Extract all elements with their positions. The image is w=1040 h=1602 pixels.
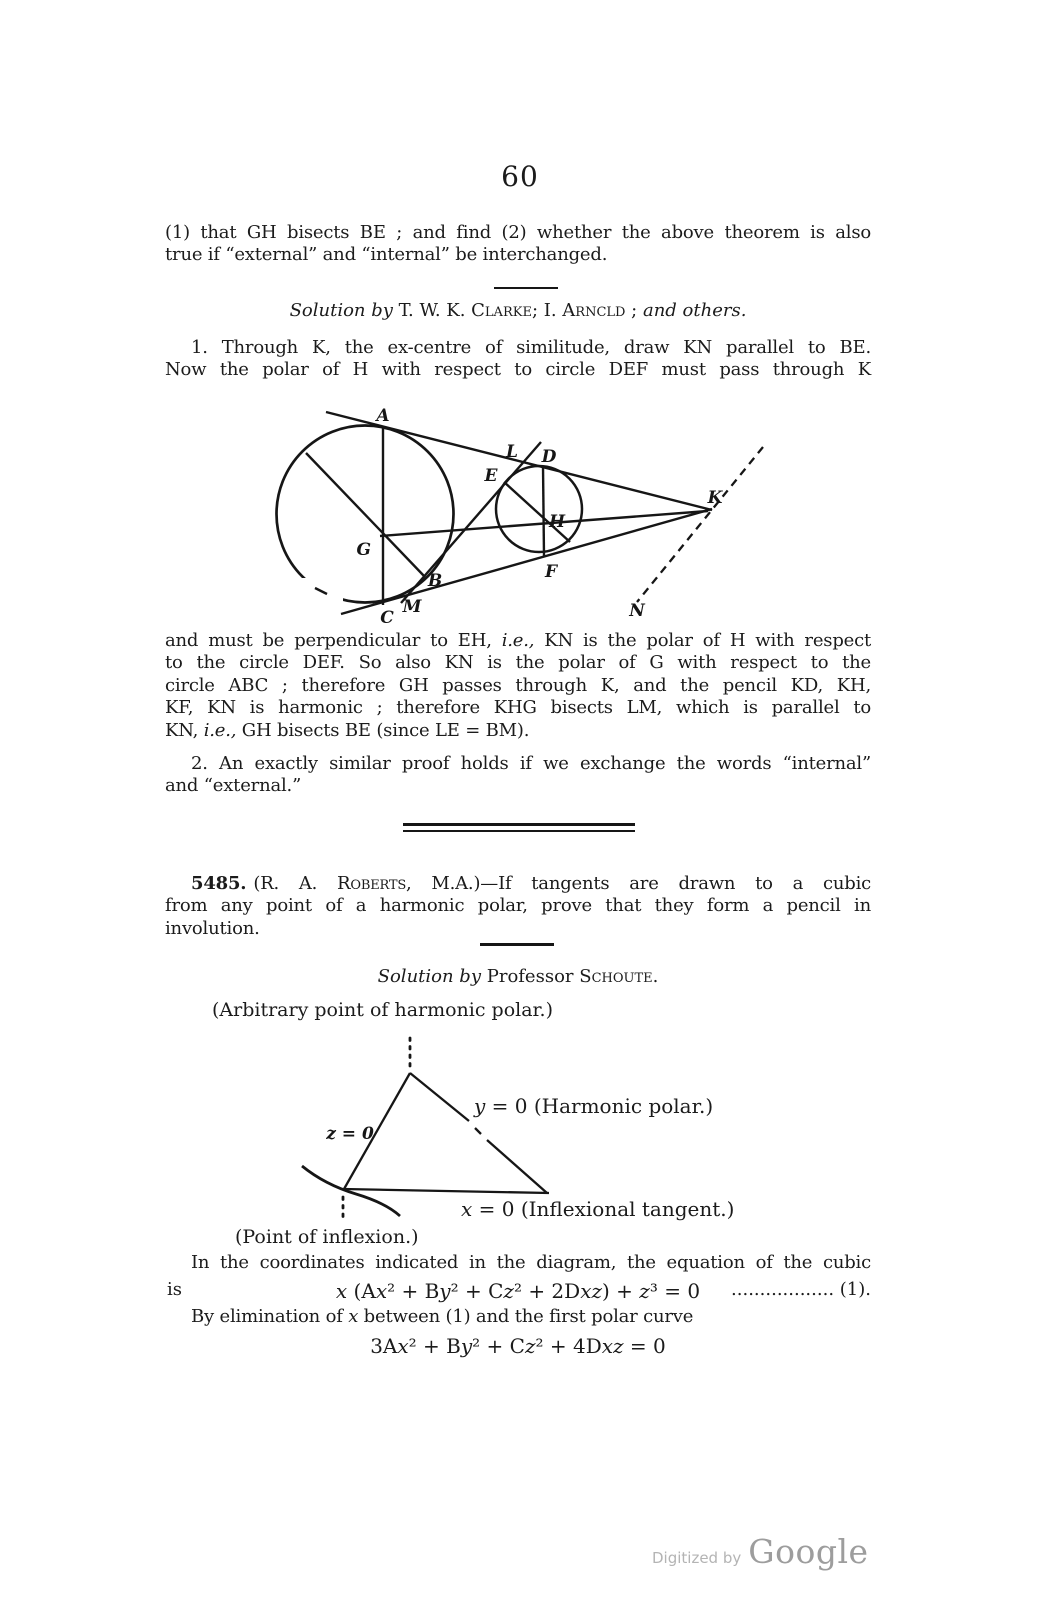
polar-paragraph <box>165 630 871 742</box>
point-label-D: D <box>541 447 557 467</box>
point-label-H: H <box>548 512 566 532</box>
proposer-open: (R. A. <box>253 873 338 894</box>
eq2-y: y <box>460 1334 473 1358</box>
polar-line-1 <box>165 630 871 652</box>
exchange-paragraph <box>165 753 871 798</box>
eq1-equals: ³ = 0 <box>649 1279 701 1303</box>
divider-rule-2 <box>480 943 554 946</box>
elim-a: By elimination of <box>191 1306 349 1327</box>
y-axis-label <box>473 1094 713 1118</box>
equation-2-row <box>165 1334 871 1358</box>
solver-name-schoute: Schoute. <box>579 966 659 987</box>
polar-line-3: circle ABC ; therefore GH passes through K, and the pencil KD, KH, <box>165 674 871 696</box>
inflexional-tangent-text: = 0 (Inflexional tangent.) <box>472 1197 735 1221</box>
proposer-name-roberts: Roberts <box>337 873 407 894</box>
elimination-line <box>165 1306 871 1328</box>
ie-abbrev-2: i.e., <box>203 719 237 741</box>
eq2-3A: 3A <box>370 1334 398 1358</box>
eq1-y: y <box>439 1279 451 1303</box>
eq2-xz: xz <box>601 1334 624 1358</box>
google-logo-text: Google <box>748 1532 869 1571</box>
dot-leader: .................. <box>731 1279 835 1300</box>
solution-line-2: Now the polar of H with respect to circle DEF must pass through K <box>165 359 871 381</box>
point-label-K: K <box>707 488 723 508</box>
point-label-F: F <box>544 562 558 582</box>
eq1-sqB: ² + B <box>387 1279 440 1303</box>
double-rule-top <box>403 823 635 826</box>
chord-DF <box>543 466 544 556</box>
eq1-openA: (A <box>347 1279 376 1303</box>
equation-number <box>731 1279 871 1300</box>
harmonic-polar-text: = 0 (Harmonic polar.) <box>485 1094 714 1118</box>
triangle-side-y-lower <box>487 1140 547 1193</box>
digitized-by-text: Digitized by <box>652 1549 742 1567</box>
polar-line-5a: KN, <box>165 719 204 741</box>
eq1-z: z <box>503 1279 514 1303</box>
eq2-x: x <box>397 1334 409 1358</box>
digitization-watermark <box>652 1532 869 1571</box>
polar-line-1a: and must be perpendicular to EH, <box>165 630 502 651</box>
eq2-sq4D: ² + 4D <box>535 1334 602 1358</box>
triangle-reference-figure <box>285 1032 745 1250</box>
triangle-side-y-dash <box>475 1128 481 1134</box>
ie-abbrev: i.e., <box>501 630 535 651</box>
problem-line-3: involution. <box>165 917 260 939</box>
exchange-line-2: and “external.” <box>165 775 302 797</box>
y-variable: y <box>474 1094 486 1118</box>
point-label-L: L <box>506 442 518 462</box>
intro-line-2: true if “external” and “internal” be interchanged. <box>165 244 608 266</box>
elim-c: between (1) and the first polar curve <box>358 1306 694 1327</box>
eq2-z: z <box>524 1334 536 1358</box>
triangle-caption-bottom: (Point of inflexion.) <box>235 1226 419 1248</box>
x-axis-label <box>461 1197 734 1221</box>
eq2-sqC: ² + C <box>472 1334 525 1358</box>
exchange-line-1: 2. An exactly similar proof holds if we exchange the words “internal” <box>191 753 871 774</box>
z-axis-label: z = 0 <box>326 1124 374 1144</box>
intro-paragraph <box>165 222 871 267</box>
cubic-curve <box>302 1166 400 1216</box>
equation-1-row <box>165 1279 871 1303</box>
point-label-E: E <box>484 466 498 486</box>
problem-line-2: from any point of a harmonic polar, prove that they form a pencil in <box>165 895 871 917</box>
x-variable: x <box>461 1197 473 1221</box>
divider-rule-1 <box>494 287 558 289</box>
separator-2: ; <box>625 300 643 321</box>
eq1-x2: x <box>375 1279 388 1303</box>
coordinates-paragraph <box>165 1252 871 1274</box>
problem-statement-start: , M.A.)—If tangents are drawn to a cubic <box>406 873 872 894</box>
point-label-A: A <box>376 406 390 426</box>
elimination-paragraph <box>165 1306 871 1328</box>
point-label-B: B <box>427 571 443 591</box>
problem-5485 <box>165 873 871 940</box>
separator: ; <box>531 300 544 321</box>
page-number: 60 <box>501 160 539 193</box>
chord-LM <box>401 442 541 603</box>
is-word: is <box>167 1279 182 1300</box>
double-rule-bottom <box>403 830 635 832</box>
point-label-M: M <box>402 597 422 617</box>
problem-number: 5485. <box>191 873 247 894</box>
eq2-equals: = 0 <box>623 1334 666 1358</box>
solution-line-1: 1. Through K, the ex-centre of similitude, draw KN parallel to BE. <box>191 337 871 358</box>
solution-by-text-2: Solution by <box>377 966 481 987</box>
polar-line-2: to the circle DEF. So also KN is the polar of G with respect to the <box>165 652 871 674</box>
solver-name-clarke: T. W. K. Clarke <box>398 300 532 321</box>
first-polar-equation <box>165 1334 871 1358</box>
eq-number-1: (1). <box>839 1279 871 1300</box>
eq1-sqC: ² + C <box>450 1279 504 1303</box>
solution-byline-2 <box>165 966 871 987</box>
coordinates-line-1: In the coordinates indicated in the diagram, the equation of the cubic <box>191 1252 871 1273</box>
professor-text: Professor <box>481 966 580 987</box>
elim-x-variable: x <box>348 1306 359 1327</box>
circles-tangents-figure <box>250 391 780 631</box>
polar-line-4: KF, KN is harmonic ; therefore KHG bisects LM, which is parallel to <box>165 697 871 719</box>
section-double-rule <box>403 823 635 832</box>
point-label-G: G <box>356 540 371 560</box>
triangle-caption-top: (Arbitrary point of harmonic polar.) <box>212 999 554 1021</box>
polar-line-5 <box>165 720 871 742</box>
eq1-x: x <box>335 1279 348 1303</box>
solver-name-arncld: I. Arncld <box>543 300 626 321</box>
intro-line-1: (1) that GH bisects BE ; and find (2) whether the above theorem is also <box>165 222 871 243</box>
eq2-sqB: ² + B <box>408 1334 461 1358</box>
problem-line-1 <box>165 873 871 895</box>
polar-line-1c: KN is the polar of H with respect <box>534 630 872 651</box>
eq1-sq2D: ² + 2D <box>513 1279 581 1303</box>
point-label-N: N <box>629 601 645 621</box>
point-label-C: C <box>380 608 394 628</box>
solution-paragraph-1 <box>165 337 871 382</box>
triangle-side-y-upper <box>410 1073 469 1121</box>
solution-byline-1 <box>165 300 871 321</box>
polar-line-5c: GH bisects BE (since LE = BM). <box>236 719 530 741</box>
eq1-xz: xz <box>580 1279 603 1303</box>
triangle-side-x <box>344 1189 549 1193</box>
solution-by-text: Solution by <box>289 300 399 321</box>
and-others-text: and others. <box>642 300 747 321</box>
eq1-close: ) + <box>602 1279 640 1303</box>
eq1-z3: z <box>639 1279 650 1303</box>
